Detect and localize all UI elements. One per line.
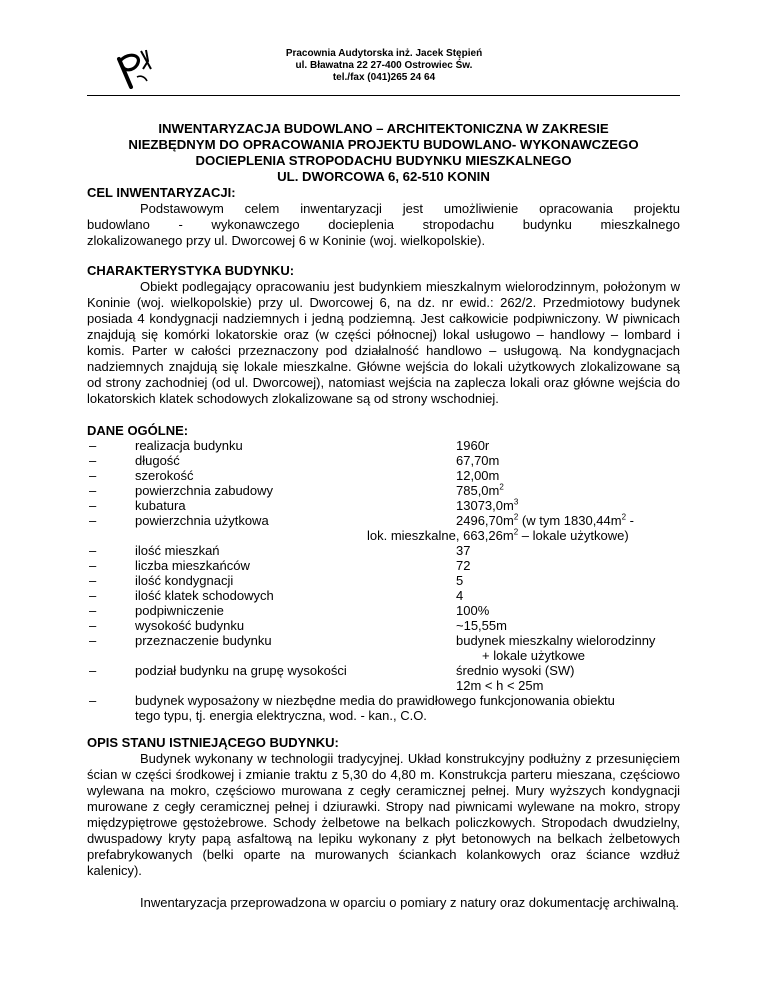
paragraph: Budynek wykonany w technologii tradycyjnej. Układ konstrukcyjny podłużny z przesunięciem ścian w części środkowej i zmianie traktu z 5,30 do 4,80 m. Konstrukcja parteru mieszana, częściowo wylewana na mokro, częściowo murowana z cegły ceramicznej pełnej. Mury wyższych kondygnacji murowane z cegły ceramicznej pełnej i dziurawki. Stropy nad piwnicami wylewane na mokro, stropy międzypiętrowe gęstożebrowe. Schody żelbetowe na belkach policzkowych. Stropodach dwudzielny, dwuspadowy kryty papą asfaltową na lepiku wykonany z płyt betonowych na belkach żelbetowych prefabrykowanych (belki oparte na murowanych ściankach kolankowych oraz ściance wzdłuż kalenicy). (87, 751, 680, 878)
list-item: – ilość klatek schodowych 4 (89, 588, 464, 603)
list-item: – przeznaczenie budynku budynek mieszkalny wielorodzinny (89, 633, 656, 648)
company-header (220, 48, 548, 84)
item-value: 12,00m (456, 468, 500, 483)
company-logo-icon (107, 47, 157, 89)
list-item: – powierzchnia użytkowa $2496,70m^2$ (w tym $1830,44m^2$ - (89, 512, 635, 528)
list-item: – podział budynku na grupę wysokości średnio wysoki (SW) (89, 663, 575, 678)
section-heading: CHARAKTERYSTYKA BUDYNKU: (87, 263, 295, 278)
item-label: budynek wyposażony w niezbędne media do prawidłowego funkcjonowania obiektu (135, 693, 615, 708)
item-label: przeznaczenie budynku (135, 633, 272, 648)
item-label: ilość mieszkań (135, 543, 220, 558)
item-label: podpiwniczenie (135, 603, 224, 618)
item-value: 37 (456, 543, 471, 558)
item-label: długość (135, 453, 180, 468)
list-item: – budynek wyposażony w niezbędne media do prawidłowego funkcjonowania obiektu (89, 693, 615, 708)
document-title (87, 121, 680, 185)
item-value: $13073,0m^3$ (456, 497, 519, 513)
item-value: 4 (456, 588, 464, 603)
item-label: ilość kondygnacji (135, 573, 234, 588)
section-charakterystyka (87, 263, 680, 407)
item-label: podział budynku na grupę wysokości (135, 663, 347, 678)
list-item: – ilość mieszkań 37 (89, 543, 471, 558)
company-phone: tel./fax (041)265 24 64 (332, 72, 436, 83)
section-cel (87, 185, 680, 249)
item-label: kubatura (135, 498, 186, 513)
item-value: 5 (456, 573, 464, 588)
company-name: Pracownia Audytorska inż. Jacek Stępień (285, 48, 483, 59)
title-line: INWENTARYZACJA BUDOWLANO – ARCHITEKTONICZNA W ZAKRESIE (158, 121, 609, 136)
title-line: DOCIEPLENIA STROPODACHU BUDYNKU MIESZKALNEGO (195, 153, 572, 168)
paragraph: Inwentaryzacja przeprowadzona w oparciu o pomiary z natury oraz dokumentację archiwalną. (140, 895, 680, 910)
title-line: UL. DWORCOWA 6, 62-510 KONIN (277, 169, 490, 184)
paragraph: Obiekt podlegający opracowaniu jest budynkiem mieszkalnym wielorodzinnym, położonym w Koninie (woj. wielkopolskie) przy ul. Dworcowej 6, na dz. nr ewid.: 262/2. Przedmiotowy budynek posiada 4 kondygnacji nadziemnych i jedną podziemną. Jest całkowicie podpiwniczony. W piwnicach znajdują się komórki lokatorskie oraz (w części północnej) lokal usługowo – handlowy – lombard i komis. Parter w całości przeznaczony pod działalność handlowo – usługową. Na kondygnacjach nadziemnych znajdują się lokale mieszkalne. Główne wejścia do lokali użytkowych zlokalizowane są od strony zachodniej (od ul. Dworcowej), natomiast wejścia na zaplecza lokali oraz główne wejścia do lokatorskich klatek schodowych zlokalizowane są od strony wschodniej. (87, 279, 680, 406)
item-value: 72 (456, 558, 471, 573)
item-label: wysokość budynku (135, 618, 245, 633)
list-item: – podpiwniczenie 100% (89, 603, 490, 618)
item-value: 1960r (456, 438, 490, 453)
item-label: liczba mieszkańców (135, 558, 250, 573)
list-item: – ilość kondygnacji 5 (89, 573, 464, 588)
title-line: NIEZBĘDNYM DO OPRACOWANIA PROJEKTU BUDOWLANO- WYKONAWCZEGO (128, 137, 639, 152)
item-value: średnio wysoki (SW) (456, 663, 575, 678)
item-label: szerokość (135, 468, 194, 483)
item-label: powierzchnia użytkowa (135, 513, 269, 528)
section-heading: DANE OGÓLNE: (87, 423, 189, 438)
section-heading: OPIS STANU ISTNIEJĄCEGO BUDYNKU: (87, 735, 339, 750)
list-item: – długość 67,70m (89, 453, 500, 468)
item-label: tego typu, tj. energia elektryczna, wod. - kan., C.O. (135, 708, 427, 723)
list-item: – realizacja budynku 1960r (89, 438, 490, 453)
section-opis (87, 735, 680, 911)
data-list (87, 438, 687, 723)
item-value: 12m < h < 25m (456, 678, 544, 693)
list-item: – szerokość 12,00m (89, 468, 500, 483)
item-label: ilość klatek schodowych (135, 588, 274, 603)
company-address: ul. Bławatna 22 27-400 Ostrowiec Św. (295, 60, 473, 71)
list-item: – powierzchnia zabudowy $785,0m^2$ (89, 482, 504, 498)
section-heading: CEL INWENTARYZACJI: (87, 185, 236, 200)
paragraph-line: zlokalizowanego przy ul. Dworcowej 6 w Koninie (woj. wielkopolskie). (87, 233, 486, 248)
paragraph-line: Podstawowym celem inwentaryzacji jest umożliwienie opracowania projektu (140, 201, 680, 216)
item-value: $2496,70m^2$ (w tym $1830,44m^2$ - (456, 512, 635, 528)
item-value: 100% (456, 603, 490, 618)
item-value: + lokale użytkowe (482, 648, 585, 663)
header-divider (87, 95, 680, 96)
item-value: $785,0m^2$ (456, 482, 504, 498)
item-value: ~15,55m (456, 618, 507, 633)
list-item: – liczba mieszkańców 72 (89, 558, 471, 573)
item-value: lok. mieszkalne, $663,26m^2$ – lokale użytkowe) (367, 527, 629, 543)
list-item-continuation (87, 678, 687, 693)
section-dane-heading (87, 423, 680, 439)
list-item: – wysokość budynku ~15,55m (89, 618, 507, 633)
list-item-continuation (87, 708, 687, 723)
list-item: – kubatura $13073,0m^3$ (89, 497, 519, 513)
item-value: 67,70m (456, 453, 500, 468)
paragraph-line: budowlano - wykonawczego docieplenia stropodachu budynku mieszkalnego (87, 217, 680, 232)
item-label: realizacja budynku (135, 438, 243, 453)
list-item-continuation (87, 528, 687, 543)
item-value: budynek mieszkalny wielorodzinny (456, 633, 656, 648)
item-label: powierzchnia zabudowy (135, 483, 274, 498)
list-item-continuation (87, 648, 687, 663)
